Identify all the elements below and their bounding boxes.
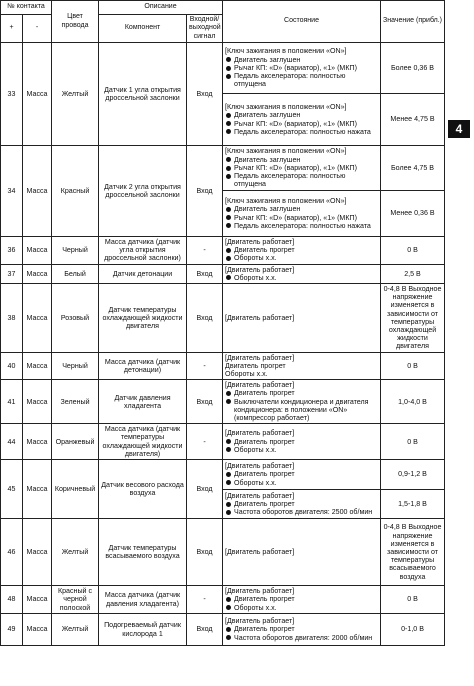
wire-color: Черный xyxy=(52,352,99,380)
component-name: Масса датчика (датчик детонации) xyxy=(99,352,187,380)
state-bullet xyxy=(225,398,378,423)
state-bullet-text: Обороты х.х. xyxy=(234,273,277,282)
table-row xyxy=(1,586,445,614)
state-bullet-text: Выключатели кондиционера и двигателя кондиционера: в положении «ON» (компрессор работает) xyxy=(234,397,369,423)
state-line: [Двигатель работает] xyxy=(225,313,295,322)
io-signal: Вход xyxy=(187,519,223,586)
pin-number: 40 xyxy=(1,352,23,380)
state-bullet xyxy=(225,156,378,164)
bullet-icon xyxy=(226,627,231,632)
io-signal: Вход xyxy=(187,264,223,283)
state-line: [Двигатель работает] xyxy=(225,265,295,274)
state-line: [Двигатель работает] xyxy=(225,429,295,438)
bullet-icon xyxy=(226,635,231,640)
ground-label: Масса xyxy=(23,424,52,460)
ground-label: Масса xyxy=(23,586,52,614)
bullet-icon xyxy=(226,129,231,134)
state-bullet xyxy=(225,508,378,516)
pin-number: 45 xyxy=(1,460,23,519)
ground-label: Масса xyxy=(23,460,52,519)
state-bullet-text: Двигатель прогрет xyxy=(234,499,295,508)
value-cell: 0 В xyxy=(381,424,445,460)
bullet-icon xyxy=(226,57,231,62)
component-name: Датчик детонации xyxy=(99,264,187,283)
bullet-icon xyxy=(226,391,231,396)
state-line: [Ключ зажигания в положении «ON»] xyxy=(225,47,347,56)
io-signal: Вход xyxy=(187,614,223,646)
value-cell: Менее 4,75 В xyxy=(381,94,445,146)
table-row xyxy=(1,519,445,586)
bullet-icon xyxy=(226,113,231,118)
pin-number: 49 xyxy=(1,614,23,646)
wire-color: Белый xyxy=(52,264,99,283)
bullet-icon xyxy=(226,439,231,444)
ground-label: Масса xyxy=(23,380,52,424)
state-bullet xyxy=(225,254,378,262)
pin-number: 41 xyxy=(1,380,23,424)
state-bullet-text: Педаль акселератора: полностью нажата xyxy=(234,221,371,230)
state-line: [Ключ зажигания в положении «ON»] xyxy=(225,197,347,206)
state-bullet-text: Двигатель прогрет xyxy=(234,437,295,446)
header-io-signal: Входной/ выходной сигнал xyxy=(187,15,223,43)
ground-label: Масса xyxy=(23,43,52,146)
state-bullet-text: Обороты х.х. xyxy=(234,603,277,612)
table-row xyxy=(1,380,445,424)
state-bullet-text: Двигатель прогрет xyxy=(234,470,295,479)
component-name: Масса датчика (датчик температуры охлаждающей жидкости двигателя) xyxy=(99,424,187,460)
state-bullet-text: Обороты х.х. xyxy=(234,445,277,454)
bullet-icon xyxy=(226,399,231,404)
io-signal: - xyxy=(187,237,223,265)
state-bullet-text: Рычаг КП: «D» (вариатор), «1» (МКП) xyxy=(234,63,357,72)
state-cell xyxy=(223,237,381,265)
state-bullet xyxy=(225,634,378,642)
state-bullet xyxy=(225,172,378,188)
bullet-icon xyxy=(226,256,231,261)
state-cell xyxy=(223,191,381,237)
component-name: Датчик весового расхода воздуха xyxy=(99,460,187,519)
state-line: [Двигатель работает] xyxy=(225,547,295,556)
pin-number: 33 xyxy=(1,43,23,146)
component-name: Датчик 1 угла открытия дроссельной заслонки xyxy=(99,43,187,146)
state-cell xyxy=(223,586,381,614)
state-cell xyxy=(223,284,381,353)
state-cell xyxy=(223,264,381,283)
header-state: Состояние xyxy=(223,1,381,43)
pin-number: 37 xyxy=(1,264,23,283)
header-description: Описание xyxy=(99,1,223,15)
io-signal: Вход xyxy=(187,146,223,237)
state-bullet xyxy=(225,120,378,128)
state-cell xyxy=(223,460,381,490)
state-bullet-text: Двигатель заглушен xyxy=(234,111,301,120)
state-line: [Ключ зажигания в положении «ON»] xyxy=(225,103,347,112)
value-cell: Более 4,75 В xyxy=(381,146,445,191)
state-bullet-text: Двигатель заглушен xyxy=(234,205,301,214)
state-bullet xyxy=(225,246,378,254)
table-row xyxy=(1,43,445,94)
state-cell xyxy=(223,94,381,146)
state-bullet-text: Рычаг КП: «D» (вариатор), «1» (МКП) xyxy=(234,163,357,172)
ground-label: Масса xyxy=(23,146,52,237)
table-row xyxy=(1,460,445,490)
state-bullet xyxy=(225,500,378,508)
state-bullet xyxy=(225,438,378,446)
wire-color: Черный xyxy=(52,237,99,265)
wire-color: Желтый xyxy=(52,614,99,646)
state-bullet xyxy=(225,222,378,230)
state-line: [Ключ зажигания в положении «ON»] xyxy=(225,147,347,156)
value-cell: Менее 0,36 В xyxy=(381,191,445,237)
state-bullet xyxy=(225,111,378,119)
state-line: Обороты х.х. xyxy=(225,370,268,379)
state-bullet xyxy=(225,274,378,282)
value-cell: 0 В xyxy=(381,352,445,380)
state-bullet-text: Обороты х.х. xyxy=(234,254,277,263)
value-cell: 0-4,8 В Выходное напряжение изменяется в зависимости от температуры всасываемого воздуха xyxy=(381,519,445,586)
pinout-table-body xyxy=(1,43,445,646)
state-bullet-text: Двигатель прогрет xyxy=(234,389,295,398)
state-cell xyxy=(223,424,381,460)
state-bullet xyxy=(225,72,378,88)
bullet-icon xyxy=(226,207,231,212)
wire-color: Коричневый xyxy=(52,460,99,519)
table-row xyxy=(1,614,445,646)
header-plus: + xyxy=(1,15,23,43)
header-value: Значение (прибл.) xyxy=(381,1,445,43)
state-bullet xyxy=(225,479,378,487)
table-row xyxy=(1,352,445,380)
io-signal: - xyxy=(187,424,223,460)
wire-color: Красный с черной полоской xyxy=(52,586,99,614)
value-cell: Более 0,36 В xyxy=(381,43,445,94)
state-bullet-text: Двигатель заглушен xyxy=(234,155,301,164)
wire-color: Розовый xyxy=(52,284,99,353)
io-signal: - xyxy=(187,352,223,380)
table-row xyxy=(1,237,445,265)
state-bullet-text: Рычаг КП: «D» (вариатор), «1» (МКП) xyxy=(234,213,357,222)
state-bullet-text: Частота оборотов двигателя: 2000 об/мин xyxy=(234,633,373,642)
section-tab: 4 xyxy=(448,120,470,138)
wire-color: Красный xyxy=(52,146,99,237)
pin-number: 48 xyxy=(1,586,23,614)
pin-number: 36 xyxy=(1,237,23,265)
state-bullet xyxy=(225,56,378,64)
ground-label: Масса xyxy=(23,352,52,380)
state-bullet-text: Двигатель заглушен xyxy=(234,55,301,64)
component-name: Масса датчика (датчик угла открытия дроссельной заслонки) xyxy=(99,237,187,265)
state-bullet xyxy=(225,128,378,136)
component-name: Датчик температуры всасываемого воздуха xyxy=(99,519,187,586)
bullet-icon xyxy=(226,447,231,452)
bullet-icon xyxy=(226,605,231,610)
component-name: Датчик температуры охлаждающей жидкости двигателя xyxy=(99,284,187,353)
bullet-icon xyxy=(226,166,231,171)
bullet-icon xyxy=(226,66,231,71)
state-cell xyxy=(223,146,381,191)
bullet-icon xyxy=(226,248,231,253)
state-line: Двигатель прогрет xyxy=(225,361,286,370)
state-cell xyxy=(223,352,381,380)
wire-color: Желтый xyxy=(52,43,99,146)
state-cell xyxy=(223,614,381,646)
value-cell: 0-1,0 В xyxy=(381,614,445,646)
state-cell xyxy=(223,43,381,94)
bullet-icon xyxy=(226,223,231,228)
bullet-icon xyxy=(226,502,231,507)
pin-number: 44 xyxy=(1,424,23,460)
component-name: Датчик 2 угла открытия дроссельной заслонки xyxy=(99,146,187,237)
bullet-icon xyxy=(226,472,231,477)
wire-color: Зеленый xyxy=(52,380,99,424)
state-bullet xyxy=(225,470,378,478)
state-bullet-text: Педаль акселератора: полностью нажата xyxy=(234,127,371,136)
state-bullet-text: Двигатель прогрет xyxy=(234,595,295,604)
state-bullet xyxy=(225,164,378,172)
state-cell xyxy=(223,490,381,519)
state-cell xyxy=(223,380,381,424)
state-line: [Двигатель работает] xyxy=(225,353,295,362)
bullet-icon xyxy=(226,510,231,515)
value-cell: 1,5-1,8 В xyxy=(381,490,445,519)
value-cell: 0,9-1,2 В xyxy=(381,460,445,490)
value-cell: 0-4,8 В Выходное напряжение изменяется в зависимости от температуры охлаждающей жидкости двигателя xyxy=(381,284,445,353)
state-bullet xyxy=(225,446,378,454)
state-bullet-text: Педаль акселератора: полностью отпущена xyxy=(234,172,346,189)
wire-color: Оранжевый xyxy=(52,424,99,460)
state-line: [Двигатель работает] xyxy=(225,462,295,471)
state-bullet xyxy=(225,205,378,213)
bullet-icon xyxy=(226,275,231,280)
bullet-icon xyxy=(226,215,231,220)
state-bullet-text: Обороты х.х. xyxy=(234,478,277,487)
bullet-icon xyxy=(226,597,231,602)
pin-number: 46 xyxy=(1,519,23,586)
header-contact-no: № контакта xyxy=(1,1,52,15)
ground-label: Масса xyxy=(23,264,52,283)
state-line: [Двигатель работает] xyxy=(225,381,295,390)
io-signal: Вход xyxy=(187,284,223,353)
state-bullet-text: Частота оборотов двигателя: 2500 об/мин xyxy=(234,508,373,517)
header-wire-color: Цвет провода xyxy=(52,1,99,43)
state-bullet xyxy=(225,389,378,397)
value-cell: 1,0-4,0 В xyxy=(381,380,445,424)
wire-color: Желтый xyxy=(52,519,99,586)
state-line: [Двигатель работает] xyxy=(225,617,295,626)
bullet-icon xyxy=(226,174,231,179)
state-bullet-text: Двигатель прогрет xyxy=(234,246,295,255)
header-component: Компонент xyxy=(99,15,187,43)
state-bullet-text: Рычаг КП: «D» (вариатор), «1» (МКП) xyxy=(234,119,357,128)
state-bullet xyxy=(225,625,378,633)
state-bullet-text: Двигатель прогрет xyxy=(234,625,295,634)
io-signal: Вход xyxy=(187,43,223,146)
io-signal: Вход xyxy=(187,380,223,424)
table-row xyxy=(1,264,445,283)
table-row xyxy=(1,146,445,191)
io-signal: - xyxy=(187,586,223,614)
state-line: [Двигатель работает] xyxy=(225,238,295,246)
table-row xyxy=(1,284,445,353)
state-bullet xyxy=(225,604,378,612)
bullet-icon xyxy=(226,480,231,485)
pin-number: 38 xyxy=(1,284,23,353)
state-bullet-text: Педаль акселератора: полностью отпущена xyxy=(234,72,346,89)
bullet-icon xyxy=(226,74,231,79)
bullet-icon xyxy=(226,121,231,126)
ground-label: Масса xyxy=(23,614,52,646)
ground-label: Масса xyxy=(23,284,52,353)
state-line: [Двигатель работает] xyxy=(225,491,295,500)
component-name: Масса датчика (датчик давления хладагента) xyxy=(99,586,187,614)
state-bullet xyxy=(225,595,378,603)
io-signal: Вход xyxy=(187,460,223,519)
component-name: Датчик давления хладагента xyxy=(99,380,187,424)
header-minus: - xyxy=(23,15,52,43)
value-cell: 0 В xyxy=(381,586,445,614)
ground-label: Масса xyxy=(23,237,52,265)
state-bullet xyxy=(225,214,378,222)
state-line: [Двигатель работает] xyxy=(225,587,295,596)
state-cell xyxy=(223,519,381,586)
bullet-icon xyxy=(226,157,231,162)
table-row xyxy=(1,424,445,460)
component-name: Подогреваемый датчик кислорода 1 xyxy=(99,614,187,646)
value-cell: 0 В xyxy=(381,237,445,265)
state-bullet xyxy=(225,64,378,72)
ground-label: Масса xyxy=(23,519,52,586)
pin-number: 34 xyxy=(1,146,23,237)
value-cell: 2,5 В xyxy=(381,264,445,283)
